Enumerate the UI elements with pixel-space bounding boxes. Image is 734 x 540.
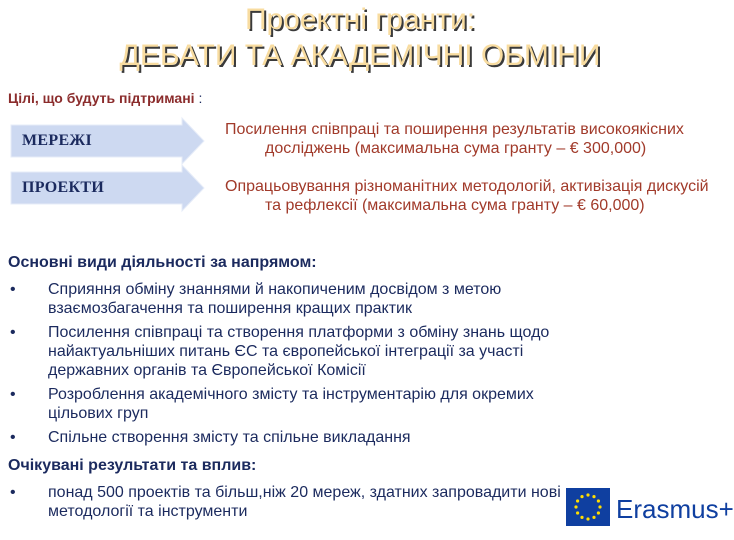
eu-flag-icon xyxy=(566,488,610,526)
list-item xyxy=(8,323,568,380)
arrow-networks xyxy=(10,117,205,165)
list-item-text: Посилення співпраці та створення платформи з обміну знань щодо найактуальніших питань ЄС та європейської інтеграції за участі державних органів та Європейської Комісії xyxy=(48,324,550,379)
results-list xyxy=(8,483,568,526)
goals-label-text: Цілі, що будуть підтримані xyxy=(8,90,195,106)
erasmus-wordmark: Erasmus+ xyxy=(616,494,734,524)
projects-description: Опрацьовування різноманітних методологій, активізація дискусій та рефлексії (максимальна сума гранту – € 60,000) xyxy=(225,178,709,214)
activities-heading: Основні види діяльності за напрямом: xyxy=(8,254,317,271)
activities-list xyxy=(8,280,568,452)
slide-title-line2: ДЕБАТИ ТА АКАДЕМІЧНІ ОБМІНИ xyxy=(119,39,601,72)
slide-title-line1: Проектні гранти: xyxy=(244,3,476,36)
list-item-text: Спільне створення змісту та спільне викладання xyxy=(48,429,411,446)
bullet-icon: • xyxy=(10,429,16,446)
arrow-label-projects: ПРОЕКТИ xyxy=(22,179,105,196)
list-item-text: Сприяння обміну знаннями й накопиченим досвідом з метою взаємозбагачення та поширення кращих практик xyxy=(48,281,502,317)
results-heading: Очікувані результати та вплив: xyxy=(8,457,257,474)
goals-colon: : xyxy=(194,90,203,106)
goals-label xyxy=(8,90,202,106)
list-item xyxy=(8,280,568,318)
list-item-text: понад 500 проектів та більш,ніж 20 мереж, здатних запровадити нові методології та інструменти xyxy=(48,484,561,520)
list-item xyxy=(8,385,568,423)
bullet-icon: • xyxy=(10,386,16,403)
list-item xyxy=(8,483,568,521)
arrow-label-networks: МЕРЕЖІ xyxy=(22,132,93,149)
list-item xyxy=(8,428,568,447)
bullet-icon: • xyxy=(10,324,16,341)
arrow-projects xyxy=(10,164,205,212)
erasmus-logo xyxy=(566,488,734,530)
networks-description: Посилення співпраці та поширення результатів високоякісних досліджень (максимальна сума гранту – € 300,000) xyxy=(225,121,684,157)
bullet-icon: • xyxy=(10,281,16,298)
bullet-icon: • xyxy=(10,484,16,501)
list-item-text: Розроблення академічного змісту та інструментарію для окремих цільових груп xyxy=(48,386,534,422)
